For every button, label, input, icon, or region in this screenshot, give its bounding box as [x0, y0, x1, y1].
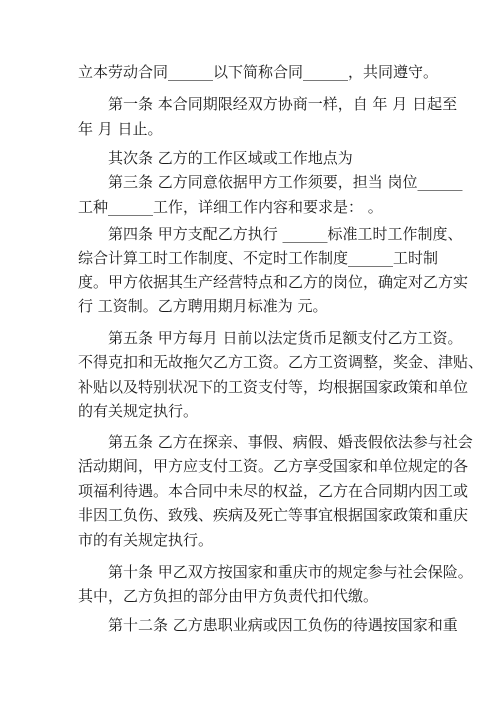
- article-five-b-heading: 第五条 乙方在探亲、事假、病假、婚丧假依法参与社会: [108, 433, 473, 451]
- text-line: 其中，乙方负担的部分由甲方负责代扣代缴。: [78, 587, 379, 605]
- text-line: 项福利待遇。本合同中未尽的权益，乙方在合同期内因工或: [78, 482, 469, 500]
- article-five-heading: 第五条 甲方每月 日前以法定货币足额支付乙方工资。: [108, 329, 463, 347]
- article-two-heading: 其次条 乙方的工作区域或工作地点为: [108, 149, 353, 167]
- text-line: 综合计算工时工作制度、不定时工作制度______工时制: [78, 249, 439, 267]
- text-line: 度。甲方依据其生产经营特点和乙方的岗位，确定对乙方实: [78, 273, 469, 291]
- text-line: 年 月 日止。: [78, 120, 163, 138]
- article-three-heading: 第三条 乙方同意依据甲方工作须要，担当 岗位______: [108, 173, 463, 191]
- article-one-heading: 第一条 本合同期限经双方协商一样，自 年 月 日起至: [108, 95, 458, 113]
- article-ten-heading: 第十条 甲乙双方按国家和重庆市的规定参与社会保险。: [108, 563, 473, 581]
- text-line: 市的有关规定执行。: [78, 531, 214, 549]
- text-line: 的有关规定执行。: [78, 402, 199, 420]
- article-four-heading: 第四条 甲方支配乙方执行 ______标准工时工作制度、: [108, 225, 463, 243]
- text-line: 工种______工作，详细工作内容和要求是： 。: [78, 198, 383, 216]
- text-line: 活动期间，甲方应支付工资。乙方享受国家和单位规定的各: [78, 457, 469, 475]
- article-twelve-heading: 第十二条 乙方患职业病或因工负伤的待遇按国家和重: [108, 616, 458, 634]
- text-line: 立本劳动合同______以下简称合同______，共同遵守。: [78, 63, 439, 81]
- text-line: 不得克扣和无故拖欠乙方工资。乙方工资调整，奖金、津贴、: [78, 353, 484, 371]
- text-line: 补贴以及特别状况下的工资支付等，均根据国家政策和单位: [78, 378, 469, 396]
- text-line: 非因工负伤、致残、疾病及死亡等事宜根据国家政策和重庆: [78, 506, 469, 524]
- text-line: 行 工资制。乙方聘用期月标准为 元。: [78, 297, 328, 315]
